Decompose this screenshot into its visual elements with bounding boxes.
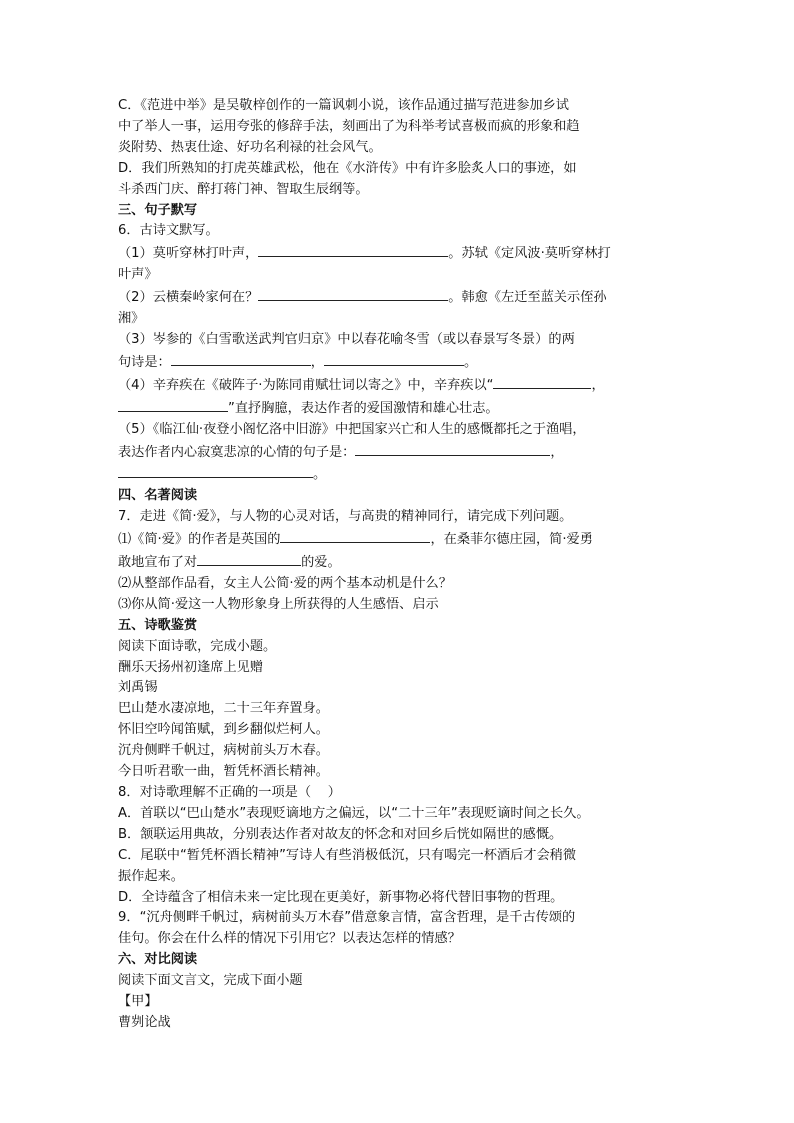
answer-blank[interactable] [118, 463, 313, 478]
option-c-cont: 振作起来。 [118, 868, 184, 884]
q6-3-end: 。 [463, 354, 478, 370]
q6-4-suffix: ”直抒胸臆，表达作者的爱国激情和雄心壮志。 [228, 400, 499, 416]
q6-3-line [118, 351, 678, 374]
q6-1-line [118, 242, 678, 265]
answer-blank[interactable] [258, 242, 448, 257]
passage-title: 曹刿论战 [118, 1014, 171, 1030]
text-line: ⑵从整部作品看，女主人公简·爱的两个基本动机是什么？ [118, 575, 452, 591]
q6-1-prefix: （1）莫听穿林打叶声， [118, 246, 259, 262]
text-line: 斗杀西门庆、醉打蒋门神、智取生辰纲等。 [118, 181, 369, 197]
q7-1-suffix: ，在桑菲尔德庄园，简·爱勇 [430, 532, 593, 548]
passage-label: 【甲】 [118, 994, 158, 1010]
text-line: （5）《临江仙·夜登小阁忆洛中旧游》中把国家兴亡和人生的感慨都托之于渔唱， [118, 421, 586, 437]
section-heading: 四、名著阅读 [118, 488, 198, 504]
poem-title: 酬乐天扬州初逢席上见赠 [118, 659, 264, 675]
q6-3-prefix: 句诗是： [118, 354, 171, 370]
section-heading: 六、对比阅读 [118, 952, 198, 968]
text-line: D．我们所熟知的打虎英雄武松，他在《水浒传》中有许多脍炙人口的事迹，如 [118, 160, 577, 176]
q6-4-line-2 [118, 397, 678, 420]
section-heading: 五、诗歌鉴赏 [118, 617, 198, 633]
q7-1-line [118, 528, 678, 551]
q6-5-prefix: 表达作者内心寂寞悲凉的心情的句子是： [118, 444, 356, 460]
poem-line: 沉舟侧畔千帆过，病树前头万木春。 [118, 743, 329, 759]
option-d: D．全诗蕴含了相信未来一定比现在更美好，新事物必将代替旧事物的哲理。 [118, 889, 564, 905]
answer-blank[interactable] [355, 441, 550, 456]
section-heading: 三、句子默写 [118, 202, 198, 218]
q6-2-line [118, 286, 678, 309]
q6-4-line [118, 374, 678, 397]
option-c: C．尾联中“暂凭杯酒长精神”写诗人有些消极低沉，只有喝完一杯酒后才会稍微 [118, 847, 577, 863]
text-line: 叶声》 [118, 267, 158, 283]
q6-5-end: 。 [313, 467, 327, 483]
q6-5-sep: ， [550, 444, 564, 460]
q6-2-prefix: （2）云横秦岭家何在？ [118, 290, 259, 306]
answer-blank[interactable] [493, 374, 591, 389]
question-title: 9．“沉舟侧畔千帆过，病树前头万木春”借意象言情，富含哲理，是千古传颂的 [118, 910, 576, 926]
q7-1-prefix: ⑴《简·爱》的作者是英国的 [118, 532, 281, 548]
text-line: C．《范进中举》是吴敬梓创作的一篇讽刺小说，该作品通过描写范进参加乡试 [118, 98, 569, 113]
q6-5-line-2 [118, 463, 678, 486]
answer-blank[interactable] [197, 551, 301, 566]
answer-blank[interactable] [118, 397, 228, 412]
answer-blank[interactable] [280, 528, 430, 543]
text-line: 中了举人一事，运用夸张的修辞手法，刻画出了为科举考试喜极而疯的形象和趋 [118, 118, 580, 134]
option-a: A．首联以“巴山楚水”表现贬谪地方之偏远，以“二十三年”表现贬谪时间之长久。 [118, 805, 590, 821]
question-title: 8．对诗歌理解不正确的一项是（ ） [118, 785, 341, 800]
question-title: 6．古诗文默写。 [118, 223, 219, 239]
poem-line: 巴山楚水凄凉地，二十三年弃置身。 [118, 701, 329, 717]
q6-4-sep: ， [591, 377, 605, 393]
poem-author: 刘禹锡 [118, 680, 158, 696]
q6-5-line [118, 441, 678, 464]
option-b: B．颔联运用典故，分别表达作者对故友的怀念和对回乡后恍如隔世的感慨。 [118, 826, 563, 842]
q6-1-suffix: 。苏轼《定风波·莫听穿林打 [448, 246, 611, 262]
q6-4-prefix: （4）辛弃疾在《破阵子·为陈同甫赋壮词以寄之》中，辛弃疾以“ [118, 377, 494, 393]
text-line: 炎附势、热衷仕途、好功名利禄的社会风气。 [118, 139, 382, 155]
text-line: （3）岑参的《白雪歌送武判官归京》中以春花喻冬雪（或以春景写冬景）的两 [118, 331, 575, 347]
text-line: ⑶你从简·爱这一人物形象身上所获得的人生感悟、启示 [118, 596, 439, 612]
text-line: 佳句。你会在什么样的情况下引用它？以表达怎样的情感？ [118, 931, 461, 947]
poem-line: 今日听君歌一曲，暂凭杯酒长精神。 [118, 764, 329, 780]
poem-line: 怀旧空吟闻笛赋，到乡翻似烂柯人。 [118, 722, 329, 738]
question-title: 7．走进《简·爱》，与人物的心灵对话，与高贵的精神同行，请完成下列问题。 [118, 509, 573, 525]
q7-1-suffix-2: 的爱。 [301, 555, 341, 571]
q7-1-prefix-2: 敢地宣布了对 [118, 555, 198, 571]
document-page [118, 96, 678, 1034]
q6-3-sep: ， [310, 354, 324, 370]
answer-blank[interactable] [171, 351, 311, 366]
answer-blank[interactable] [258, 286, 448, 301]
text-line: 湘》 [118, 311, 145, 327]
q6-2-suffix: 。韩愈《左迁至蓝关示侄孙 [448, 290, 607, 306]
text-line: 阅读下面文言文，完成下面小题 [118, 973, 303, 989]
answer-blank[interactable] [324, 351, 464, 366]
q7-1-line-2 [118, 551, 678, 574]
text-line: 阅读下面诗歌，完成小题。 [118, 638, 277, 654]
